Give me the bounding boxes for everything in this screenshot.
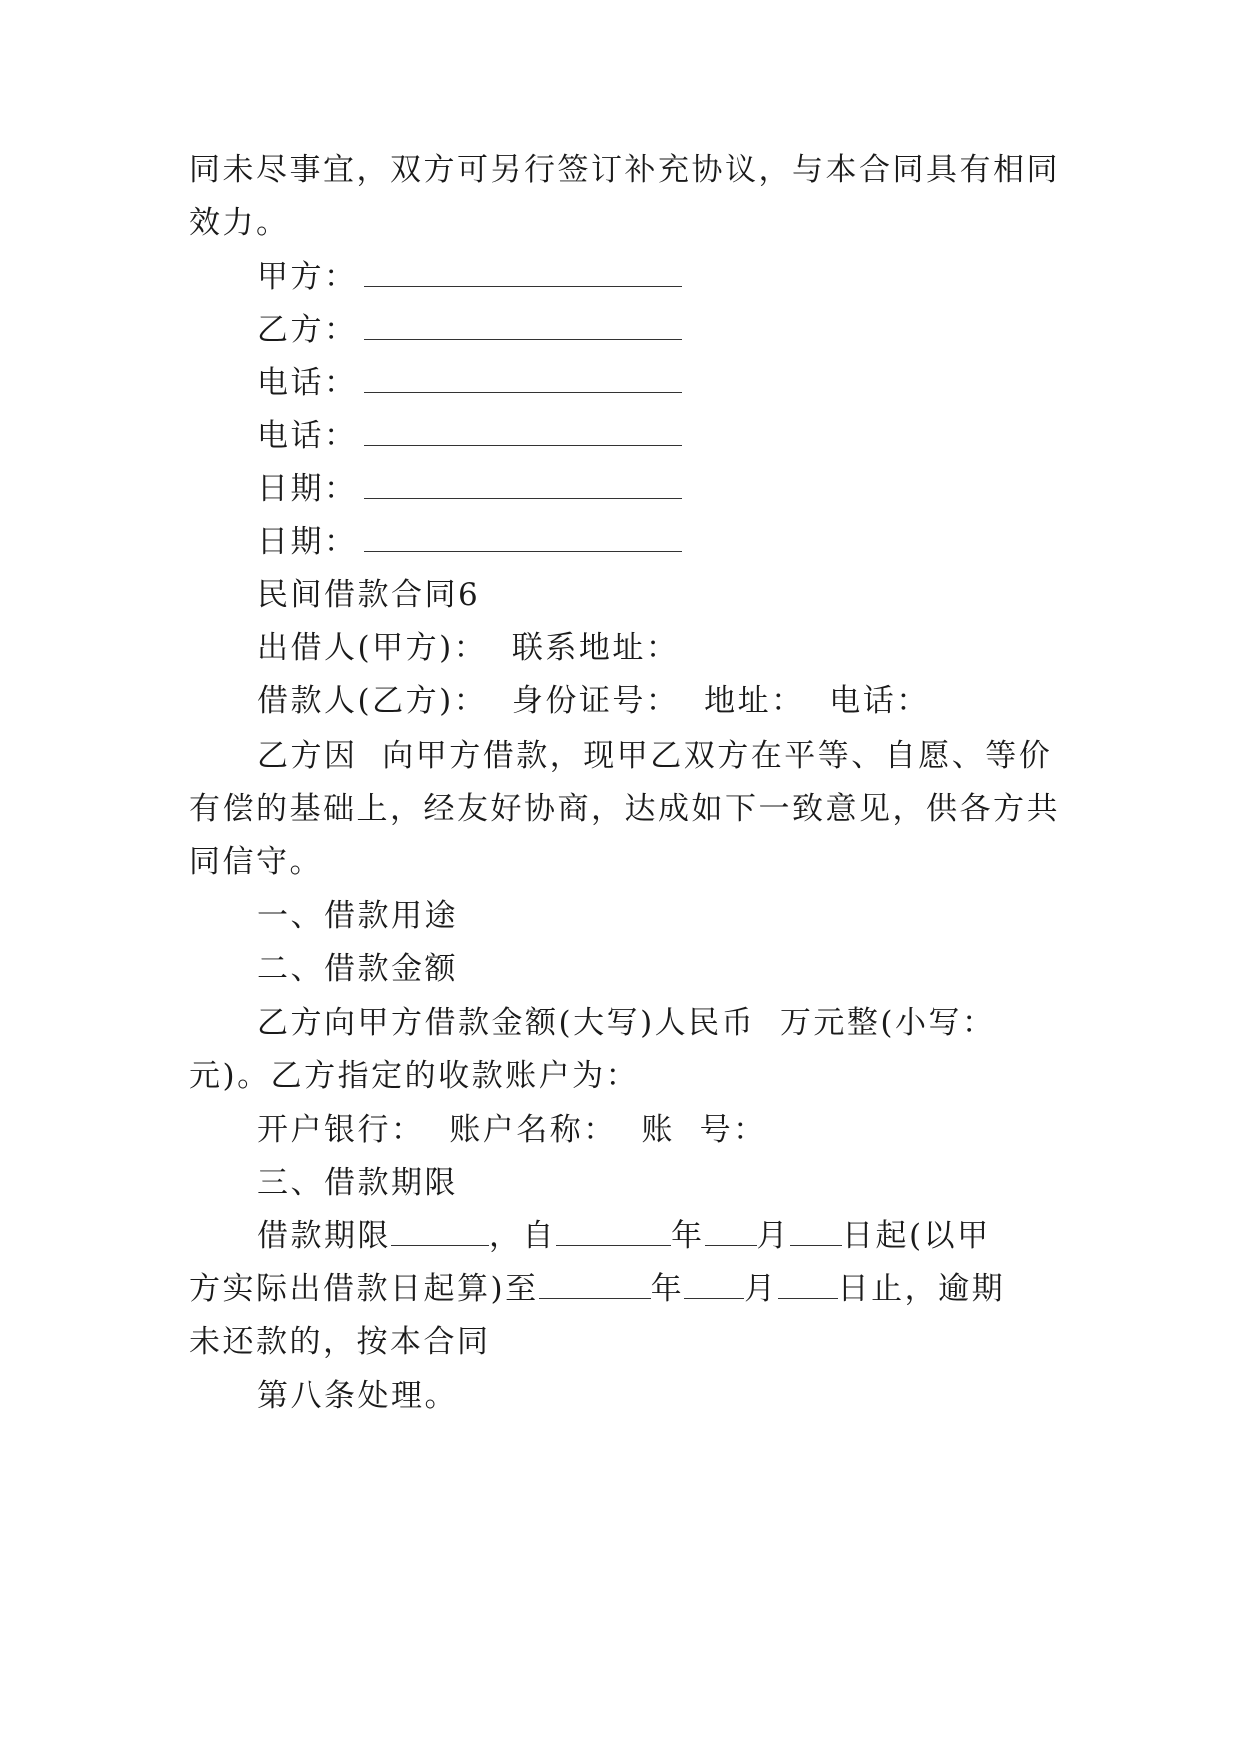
signature-line-phone-b xyxy=(257,416,682,456)
signature-blank xyxy=(364,313,682,340)
fill-blank xyxy=(790,1219,842,1246)
term-text: ，自 xyxy=(489,1218,556,1254)
signature-line-party-a xyxy=(257,257,682,297)
section-heading: 一、借款用途 xyxy=(257,898,458,934)
signature-line-phone-a xyxy=(257,363,682,403)
paragraph-line: 元)。乙方指定的收款账户为： xyxy=(189,1058,640,1094)
signature-line-date-b xyxy=(257,522,682,562)
contract-title: 民间借款合同6 xyxy=(257,577,481,613)
term-text: 日起(以甲 xyxy=(842,1218,991,1254)
signature-label: 电话： xyxy=(257,365,358,401)
borrower-line: 借款人(乙方)： 身份证号： 地址： 电话： xyxy=(257,683,930,719)
paragraph-line: 乙方向甲方借款金额(大写)人民币 万元整(小写： xyxy=(257,1005,996,1041)
paragraph-line: 第八条处理。 xyxy=(257,1378,458,1414)
term-text: 月 xyxy=(744,1271,778,1307)
signature-blank xyxy=(364,366,682,393)
term-text: 月 xyxy=(756,1218,790,1254)
fill-blank xyxy=(684,1272,744,1299)
term-line xyxy=(189,1269,1005,1309)
signature-label: 甲方： xyxy=(257,259,358,295)
lender-line: 出借人(甲方)： 联系地址： xyxy=(257,630,680,666)
signature-line-party-b xyxy=(257,310,682,350)
fill-blank xyxy=(556,1219,671,1246)
paragraph-line: 乙方因 向甲方借款，现甲乙双方在平等、自愿、等价 xyxy=(257,738,1053,774)
section-heading: 二、借款金额 xyxy=(257,951,458,987)
signature-blank xyxy=(364,419,682,446)
paragraph-line: 同信守。 xyxy=(189,844,323,880)
fill-blank xyxy=(705,1219,757,1246)
signature-blank xyxy=(364,260,682,287)
term-text: 方实际出借款日起算)至 xyxy=(189,1271,539,1307)
paragraph-line: 有偿的基础上，经友好协商，达成如下一致意见，供各方共 xyxy=(189,791,1060,827)
signature-label: 日期： xyxy=(257,524,358,560)
paragraph-line: 未还款的，按本合同 xyxy=(189,1324,491,1360)
fill-blank xyxy=(391,1219,489,1246)
term-line xyxy=(257,1216,991,1256)
signature-label: 电话： xyxy=(257,418,358,454)
signature-blank xyxy=(364,525,682,552)
signature-label: 乙方： xyxy=(257,312,358,348)
section-heading: 三、借款期限 xyxy=(257,1165,458,1201)
signature-label: 日期： xyxy=(257,471,358,507)
signature-line-date-a xyxy=(257,469,682,509)
term-text: 年 xyxy=(650,1271,685,1307)
bank-line: 开户银行： 账户名称： 账 号： xyxy=(257,1112,767,1148)
fill-blank xyxy=(539,1272,651,1299)
term-text: 日止，逾期 xyxy=(837,1271,1006,1307)
term-text: 借款期限 xyxy=(257,1218,391,1254)
term-text: 年 xyxy=(671,1218,705,1254)
paragraph-line: 效力。 xyxy=(189,205,290,241)
paragraph-line: 同未尽事宜，双方可另行签订补充协议，与本合同具有相同 xyxy=(189,152,1060,188)
signature-blank xyxy=(364,472,682,499)
fill-blank xyxy=(778,1272,838,1299)
